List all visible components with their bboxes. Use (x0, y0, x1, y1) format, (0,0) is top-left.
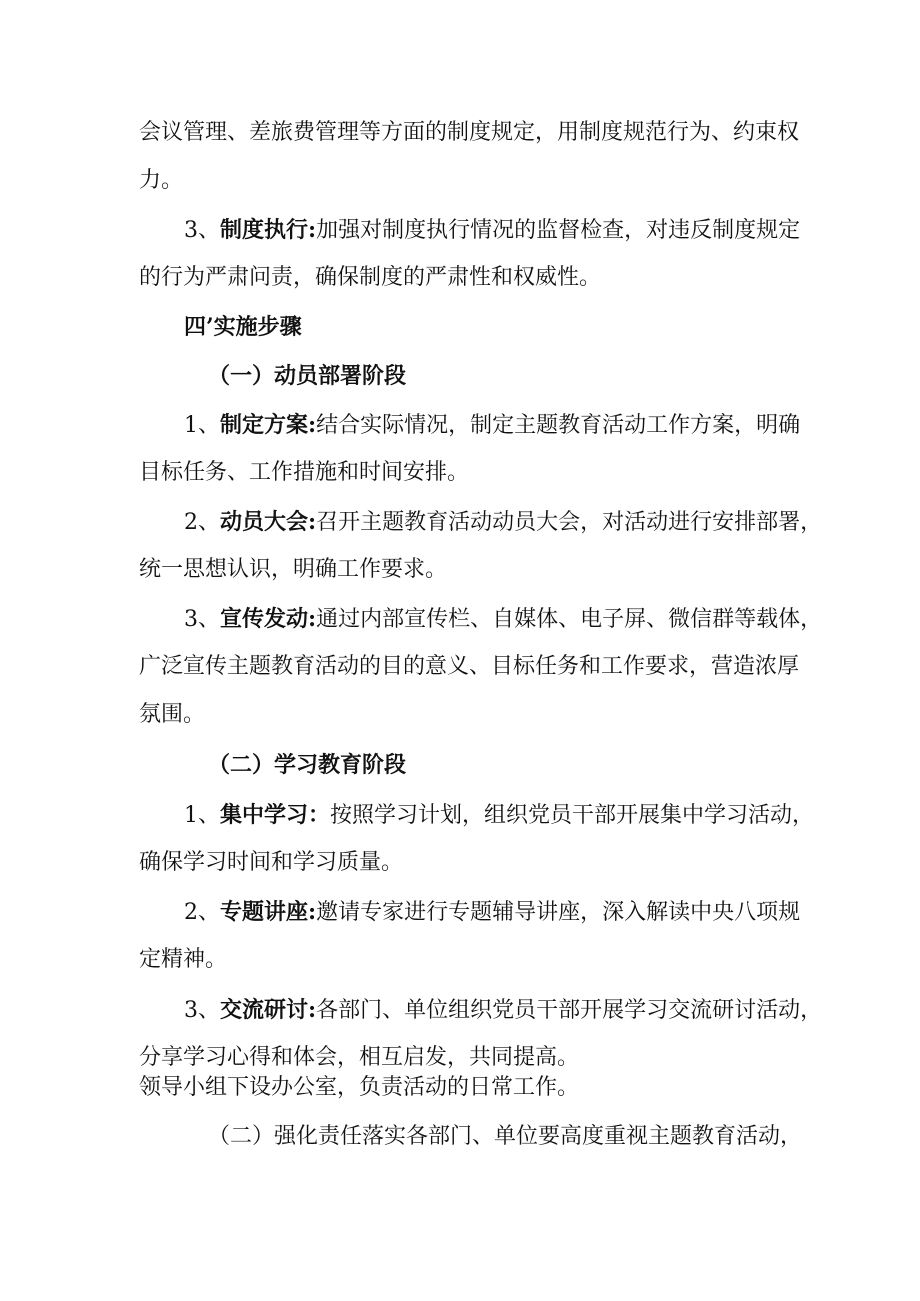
paragraph-line: 领导小组下设办公室，负责活动的日常工作。 (139, 1075, 580, 1100)
item-term: 动员大会: (220, 509, 317, 535)
paragraph-first-line (184, 410, 799, 441)
paragraph-first-line (184, 604, 823, 635)
item-term: 专题讲座: (220, 899, 317, 925)
paragraph-line: 的行为严肃问责，确保制度的严肃性和权威性。 (139, 265, 602, 290)
paragraph-line: 确保学习时间和学习质量。 (139, 850, 404, 875)
item-text: 加强对制度执行情况的监督检查，对违反制度规定 (316, 218, 801, 243)
item-text: 邀请专家进行专题辅导讲座，深入解读中央八项规 (316, 900, 801, 925)
paragraph-line: 会议管理、差旅费管理等方面的制度规定，用制度规范行为、约束权 (139, 120, 800, 145)
paragraph-line: 分享学习心得和体会，相互启发，共同提高。 (139, 1045, 580, 1070)
paragraph-first-line (184, 995, 823, 1026)
stage-heading: （二）学习教育阶段 (208, 752, 407, 778)
item-term: 集中学习： (220, 802, 331, 828)
paragraph-line: 力。 (139, 168, 184, 193)
paragraph-first-line (184, 800, 815, 831)
section-heading: 四’实施步骤 (184, 314, 302, 340)
item-term: 制定方案: (220, 412, 317, 438)
paragraph-first-line (184, 507, 823, 538)
paragraph-line: 广泛宣传主题教育活动的目的意义、目标任务和工作要求，营造浓厚 (139, 654, 800, 679)
paragraph-line: 氛围。 (139, 702, 206, 727)
item-number: 1、 (184, 413, 220, 438)
item-number: 3、 (184, 218, 220, 243)
item-text: 召开主题教育活动动员大会，对活动进行安排部署， (316, 510, 823, 535)
paragraph-line: 目标任务、工作措施和时间安排。 (139, 460, 470, 485)
item-text: 通过内部宣传栏、自媒体、电子屏、微信群等载体， (316, 607, 823, 632)
item-number: 2、 (184, 510, 220, 535)
item-number: 3、 (184, 998, 220, 1023)
paragraph-line: （二）强化责任落实各部门、单位要高度重视主题教育活动， (208, 1124, 803, 1149)
item-text: 各部门、单位组织党员干部开展学习交流研讨活动， (316, 998, 823, 1023)
item-term: 交流研讨: (220, 997, 317, 1023)
paragraph-first-line (184, 215, 799, 246)
item-number: 1、 (184, 803, 220, 828)
item-term: 宣传发动: (220, 606, 317, 632)
paragraph-first-line (184, 897, 799, 928)
item-number: 2、 (184, 900, 220, 925)
item-number: 3、 (184, 607, 220, 632)
item-text: 结合实际情况，制定主题教育活动工作方案，明确 (316, 413, 801, 438)
paragraph-line: 定精神。 (139, 947, 228, 972)
item-term: 制度执行: (220, 217, 317, 243)
paragraph-line: 统一思想认识，明确工作要求。 (139, 557, 448, 582)
stage-heading: （一）动员部署阶段 (208, 363, 407, 389)
item-text: 按照学习计划，组织党员干部开展集中学习活动， (330, 803, 815, 828)
